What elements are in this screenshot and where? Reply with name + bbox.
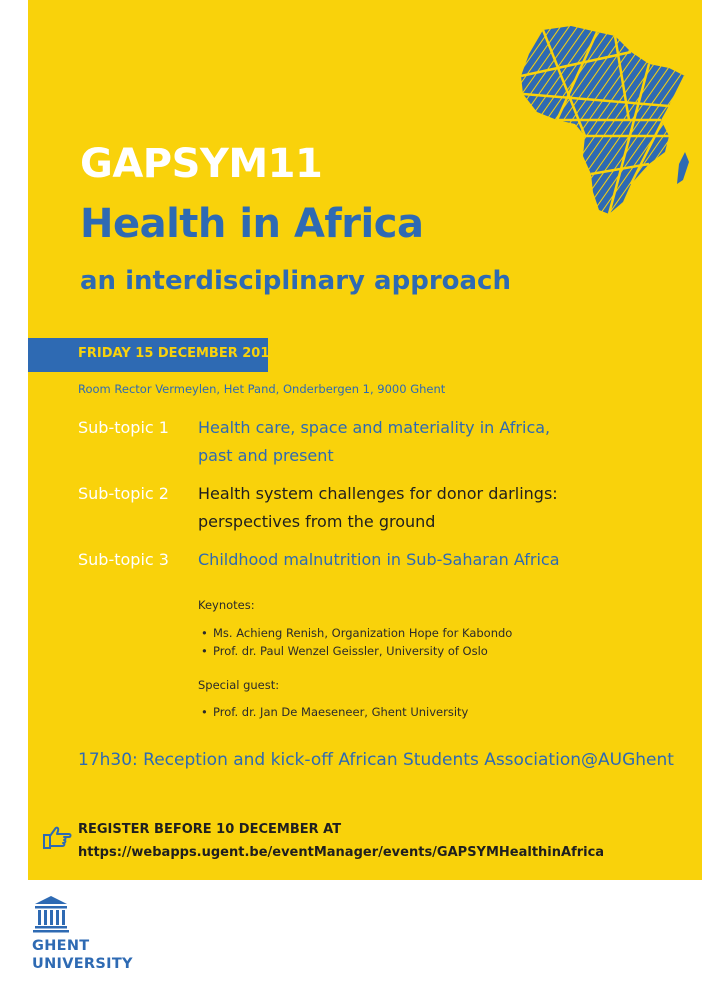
event-venue: Room Rector Vermeylen, Het Pand, Onderbergen 1, 9000 Ghent — [78, 382, 446, 396]
register-url-link[interactable]: https://webapps.ugent.be/eventManager/events/GAPSYMHealthinAfrica — [78, 845, 605, 860]
university-building-icon — [33, 895, 69, 933]
pointing-hand-icon — [42, 824, 72, 850]
register-deadline: REGISTER BEFORE 10 DECEMBER AT — [78, 822, 342, 837]
event-code-title: GAPSYM11 — [80, 141, 323, 187]
logo-line-1: GHENT — [32, 938, 90, 954]
subtopic-2-label: Sub-topic 2 — [78, 484, 169, 503]
special-guest-heading: Special guest: — [198, 678, 280, 692]
africa-map-icon — [519, 24, 692, 216]
event-subtitle: an interdisciplinary approach — [80, 266, 511, 296]
subtopic-3-text-line1: Childhood malnutrition in Sub-Saharan Africa — [198, 550, 560, 569]
keynote-item — [201, 644, 488, 658]
subtopic-2-text-line2: perspectives from the ground — [198, 512, 436, 531]
university-logo-text — [32, 937, 133, 973]
event-main-title: Health in Africa — [80, 201, 424, 247]
keynote-item-text: Prof. dr. Paul Wenzel Geissler, University of Oslo — [213, 644, 488, 658]
subtopic-1-text-line2: past and present — [198, 446, 334, 465]
reception-info: 17h30: Reception and kick-off African Students Association@AUGhent — [78, 750, 674, 770]
subtopic-1-label: Sub-topic 1 — [78, 418, 169, 437]
left-margin-strip — [0, 0, 28, 880]
subtopic-1-text-line1: Health care, space and materiality in Africa, — [198, 418, 551, 437]
special-guest-item-text: Prof. dr. Jan De Maeseneer, Ghent University — [213, 705, 469, 719]
keynotes-heading: Keynotes: — [198, 598, 255, 612]
subtopic-2-text-line1: Health system challenges for donor darlings: — [198, 484, 558, 503]
keynote-item — [201, 626, 512, 640]
event-date: FRIDAY 15 DECEMBER 2017 — [78, 346, 279, 361]
keynote-item-text: Ms. Achieng Renish, Organization Hope for Kabondo — [213, 626, 513, 640]
subtopic-3-label: Sub-topic 3 — [78, 550, 169, 569]
logo-line-2: UNIVERSITY — [32, 956, 133, 972]
special-guest-item — [201, 705, 468, 719]
